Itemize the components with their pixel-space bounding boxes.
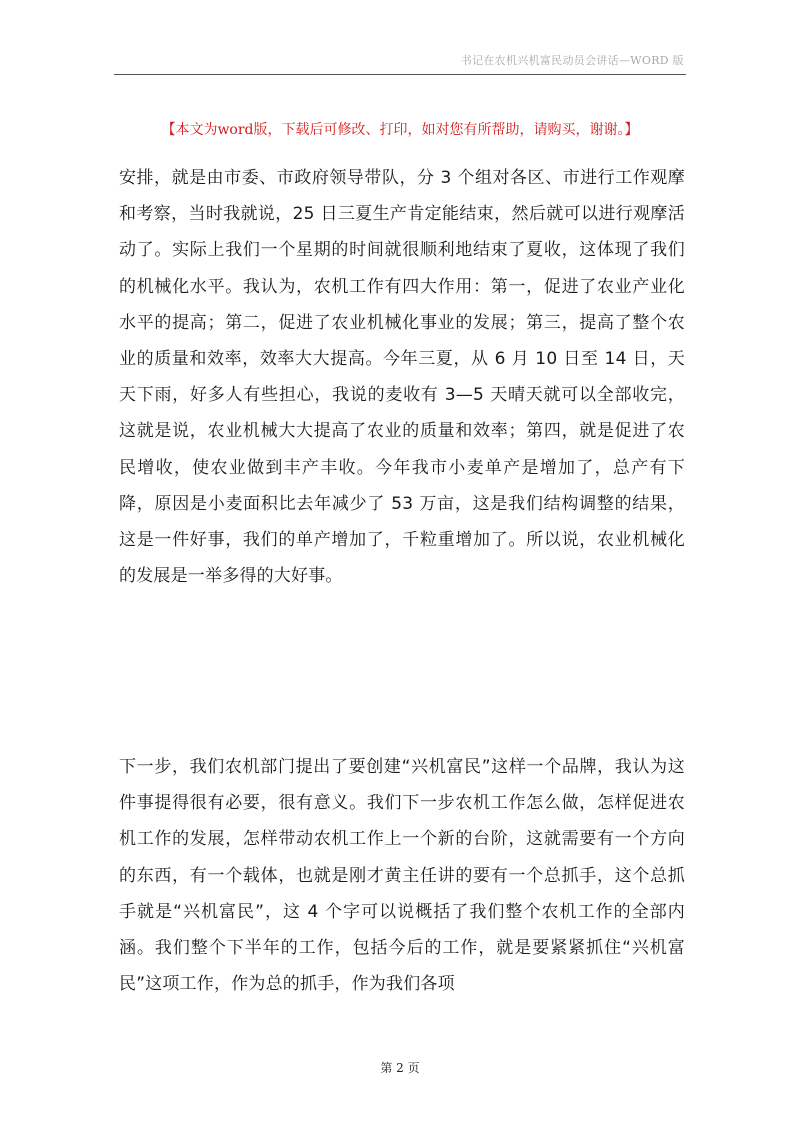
body-paragraph-1: 安排，就是由市委、市政府领导带队，分 3 个组对各区、市进行工作观摩和考察，当时我就说，25 日三夏生产肯定能结束，然后就可以进行观摩活动了。实际上我们一个星期的时间就很顺利地结束了夏收，这体现了我们的机械化水平。我认为，农机工作有四大作用：第一，促进了农业产业化水平的提高；第二，促进了农业机械化事业的发展；第三，提高了整个农业的质量和效率，效率大大提高。今年三夏，从 6 月 10 日至 14 日，天天下雨，好多人有些担心，我说的麦收有 3—5 天晴天就可以全部收完，这就是说，农业机械大大提高了农业的质量和效率；第四，就是促进了农民增收，使农业做到丰产丰收。今年我市小麦单产是增加了，总产有下降，原因是小麦面积比去年减少了 53 万亩，这是我们结构调整的结果，这是一件好事，我们的单产增加了，千粒重增加了。所以说，农业机械化的发展是一举多得的大好事。	[119, 168, 685, 587]
download-notice: 【本文为word版，下载后可修改、打印，如对您有所帮助，请购买，谢谢。】	[161, 122, 639, 138]
page-number: 第 2 页	[380, 1061, 420, 1075]
body-paragraph-2: 下一步，我们农机部门提出了要创建“兴机富民”这样一个品牌，我认为这件事提得很有必要，很有意义。我们下一步农机工作怎么做，怎样促进农机工作的发展，怎样带动农机工作上一个新的台阶，这就需要有一个方向的东西，有一个载体，也就是刚才黄主任讲的要有一个总抓手，这个总抓手就是“兴机富民”，这 4 个字可以说概括了我们整个农机工作的全部内涵。我们整个下半年的工作，包括今后的工作，就是要紧紧抓住“兴机富民”这项工作，作为总的抓手，作为我们各项	[119, 757, 685, 995]
page-header	[114, 50, 686, 75]
header-title: 书记在农机兴机富民动员会讲话—WORD 版	[460, 54, 684, 67]
